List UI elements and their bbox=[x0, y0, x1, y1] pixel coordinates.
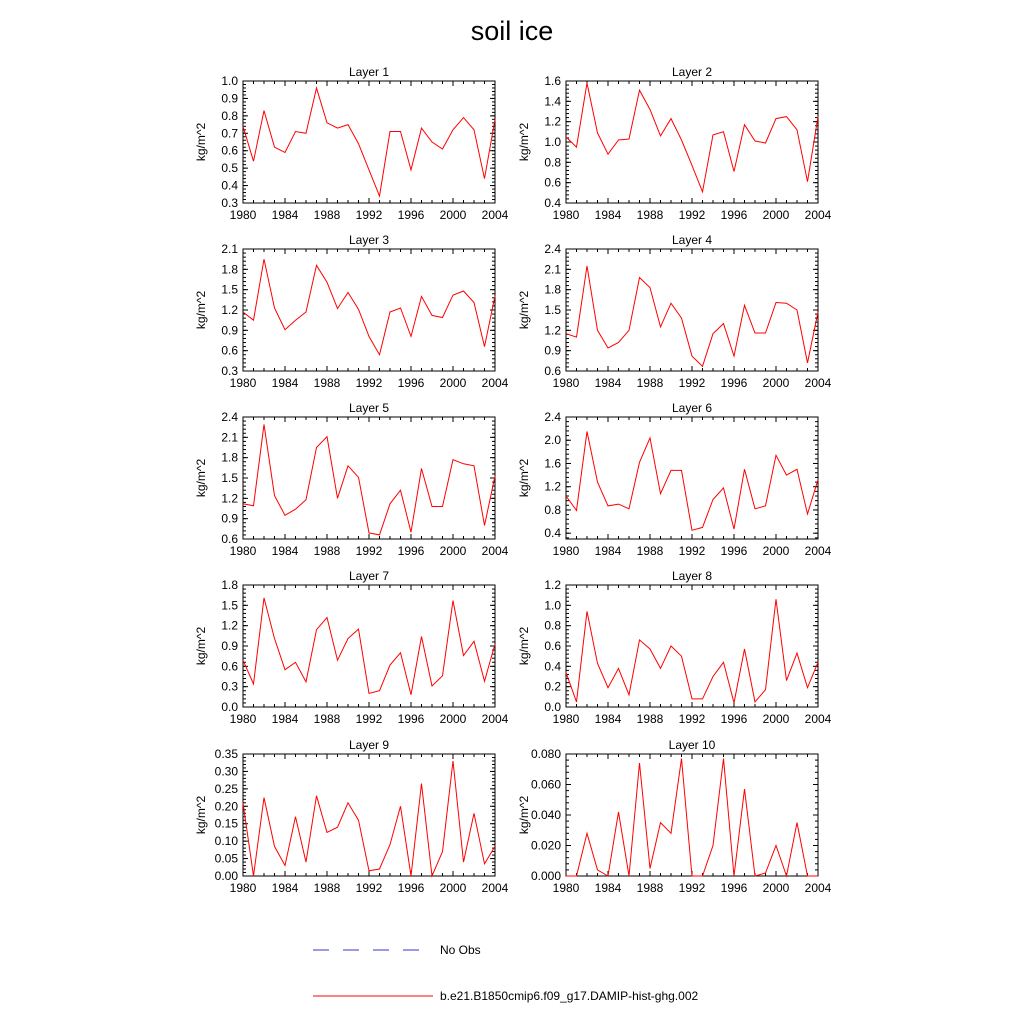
y-tick-label: 0.6 bbox=[544, 639, 561, 653]
y-tick-label: 0.040 bbox=[530, 808, 561, 822]
x-tick-label: 1988 bbox=[313, 881, 341, 895]
x-tick-label: 1984 bbox=[271, 376, 299, 390]
y-axis-label: kg/m^2 bbox=[517, 290, 531, 330]
x-tick-label: 1984 bbox=[594, 544, 622, 558]
y-tick-label: 0.6 bbox=[221, 659, 238, 674]
y-tick-label: 2.1 bbox=[221, 242, 238, 256]
x-tick-label: 2000 bbox=[762, 208, 790, 222]
panel-3 bbox=[194, 233, 509, 390]
x-tick-label: 1992 bbox=[678, 544, 706, 558]
x-tick-label: 2000 bbox=[762, 544, 790, 558]
y-tick-label: 0.6 bbox=[221, 343, 238, 358]
x-tick-label: 2000 bbox=[439, 712, 467, 726]
x-tick-label: 1988 bbox=[313, 376, 341, 390]
panel-title: Layer 9 bbox=[348, 738, 390, 752]
panel-1 bbox=[194, 65, 509, 222]
panel-7 bbox=[194, 569, 509, 726]
y-tick-label: 0.4 bbox=[544, 526, 561, 541]
y-tick-label: 1.0 bbox=[221, 74, 238, 88]
y-tick-label: 0.6 bbox=[544, 175, 561, 190]
y-tick-label: 0.3 bbox=[221, 364, 238, 378]
y-tick-label: 1.0 bbox=[544, 598, 561, 613]
y-tick-label: 0.000 bbox=[530, 869, 561, 883]
y-tick-label: 1.8 bbox=[221, 450, 238, 465]
y-tick-label: 0.9 bbox=[221, 91, 238, 106]
x-tick-label: 1996 bbox=[720, 881, 748, 895]
x-tick-label: 1980 bbox=[552, 208, 580, 222]
x-tick-label: 2004 bbox=[804, 712, 832, 726]
y-tick-label: 0.4 bbox=[544, 659, 561, 674]
x-tick-label: 1980 bbox=[552, 544, 580, 558]
y-tick-label: 0.25 bbox=[214, 781, 238, 796]
y-tick-label: 1.2 bbox=[221, 303, 238, 317]
y-tick-label: 0.0 bbox=[544, 700, 561, 714]
panel-title: Layer 2 bbox=[671, 65, 713, 79]
y-tick-label: 1.5 bbox=[544, 303, 561, 317]
y-tick-label: 1.2 bbox=[544, 114, 561, 129]
x-tick-label: 2004 bbox=[804, 881, 832, 895]
x-tick-label: 1996 bbox=[397, 881, 425, 895]
y-tick-label: 1.4 bbox=[544, 94, 561, 109]
x-tick-label: 2000 bbox=[762, 881, 790, 895]
y-tick-label: 2.1 bbox=[221, 430, 238, 445]
x-tick-label: 1984 bbox=[271, 712, 299, 726]
series-line-model bbox=[566, 759, 818, 876]
panel-title: Layer 6 bbox=[671, 401, 713, 415]
x-tick-label: 2004 bbox=[481, 544, 509, 558]
panel-6 bbox=[517, 401, 832, 558]
x-tick-label: 2000 bbox=[439, 208, 467, 222]
series-line-model bbox=[566, 599, 818, 703]
y-tick-label: 0.8 bbox=[544, 502, 561, 517]
x-tick-label: 1992 bbox=[355, 544, 383, 558]
y-axis-label: kg/m^2 bbox=[517, 458, 531, 498]
x-tick-label: 1980 bbox=[552, 376, 580, 390]
x-tick-label: 2000 bbox=[439, 376, 467, 390]
x-tick-label: 1980 bbox=[229, 881, 257, 895]
y-axis-label: kg/m^2 bbox=[194, 458, 208, 498]
panel-title: Layer 10 bbox=[668, 738, 716, 752]
x-tick-label: 1980 bbox=[229, 208, 257, 222]
y-tick-label: 2.4 bbox=[544, 242, 561, 256]
panel-title: Layer 8 bbox=[671, 569, 713, 583]
x-tick-label: 1992 bbox=[678, 376, 706, 390]
plot-frame bbox=[566, 249, 818, 371]
y-tick-label: 1.8 bbox=[221, 578, 238, 592]
series-line-model bbox=[566, 432, 818, 531]
x-tick-label: 2004 bbox=[481, 376, 509, 390]
panel-4 bbox=[517, 233, 832, 390]
panel-10 bbox=[517, 738, 832, 895]
y-tick-label: 0.6 bbox=[544, 364, 561, 378]
x-tick-label: 1996 bbox=[720, 544, 748, 558]
chart-main-title: soil ice bbox=[470, 16, 554, 46]
panel-2 bbox=[517, 65, 832, 222]
y-axis-label: kg/m^2 bbox=[517, 626, 531, 666]
x-tick-label: 1984 bbox=[271, 881, 299, 895]
y-tick-label: 0.080 bbox=[530, 747, 561, 761]
y-tick-label: 1.5 bbox=[221, 598, 238, 613]
x-tick-label: 1996 bbox=[720, 376, 748, 390]
y-tick-label: 1.8 bbox=[544, 282, 561, 297]
x-tick-label: 2000 bbox=[762, 712, 790, 726]
plot-frame bbox=[243, 81, 495, 203]
plot-frame bbox=[243, 249, 495, 371]
legend-label-model: b.e21.B1850cmip6.f09_g17.DAMIP-hist-ghg.002 bbox=[440, 989, 699, 1003]
y-tick-label: 0.8 bbox=[221, 108, 238, 123]
y-tick-label: 1.2 bbox=[544, 479, 561, 494]
x-tick-label: 1992 bbox=[678, 208, 706, 222]
y-axis-label: kg/m^2 bbox=[194, 290, 208, 330]
y-tick-label: 0.3 bbox=[221, 196, 238, 210]
x-tick-label: 1984 bbox=[271, 208, 299, 222]
series-line-model bbox=[243, 425, 495, 535]
y-tick-label: 0.2 bbox=[544, 679, 561, 694]
x-tick-label: 1992 bbox=[678, 881, 706, 895]
x-tick-label: 1988 bbox=[313, 712, 341, 726]
y-tick-label: 0.15 bbox=[214, 816, 238, 831]
plot-frame bbox=[566, 417, 818, 539]
y-tick-label: 0.4 bbox=[544, 196, 561, 210]
x-tick-label: 2004 bbox=[804, 208, 832, 222]
series-line-model bbox=[243, 761, 495, 876]
y-tick-label: 0.9 bbox=[221, 511, 238, 526]
x-tick-label: 2000 bbox=[439, 881, 467, 895]
x-tick-label: 1980 bbox=[229, 712, 257, 726]
series-line-model bbox=[243, 598, 495, 695]
y-tick-label: 0.3 bbox=[221, 679, 238, 694]
plot-frame bbox=[243, 417, 495, 539]
y-tick-label: 0.4 bbox=[221, 178, 238, 193]
y-tick-label: 0.8 bbox=[544, 155, 561, 170]
x-tick-label: 1992 bbox=[678, 712, 706, 726]
x-tick-label: 1988 bbox=[636, 712, 664, 726]
x-tick-label: 1980 bbox=[552, 712, 580, 726]
x-tick-label: 1996 bbox=[397, 376, 425, 390]
y-tick-label: 0.7 bbox=[221, 126, 238, 141]
y-tick-label: 0.6 bbox=[221, 143, 238, 158]
y-tick-label: 1.5 bbox=[221, 471, 238, 485]
x-tick-label: 1984 bbox=[594, 208, 622, 222]
y-tick-label: 0.0 bbox=[221, 700, 238, 714]
x-tick-label: 2004 bbox=[481, 208, 509, 222]
y-tick-label: 0.30 bbox=[214, 764, 238, 779]
x-tick-label: 2004 bbox=[804, 376, 832, 390]
y-tick-label: 1.2 bbox=[221, 491, 238, 506]
y-tick-label: 0.020 bbox=[530, 838, 561, 853]
legend-label-obs: No Obs bbox=[440, 943, 481, 957]
y-tick-label: 0.6 bbox=[221, 532, 238, 546]
x-tick-label: 2000 bbox=[439, 544, 467, 558]
x-tick-label: 1980 bbox=[229, 544, 257, 558]
x-tick-label: 1988 bbox=[636, 208, 664, 222]
plot-frame bbox=[566, 585, 818, 707]
y-axis-label: kg/m^2 bbox=[194, 626, 208, 666]
y-tick-label: 2.4 bbox=[544, 410, 561, 424]
series-line-model bbox=[243, 88, 495, 196]
series-line-model bbox=[566, 83, 818, 192]
x-tick-label: 1996 bbox=[397, 208, 425, 222]
x-tick-label: 1992 bbox=[355, 881, 383, 895]
x-tick-label: 1992 bbox=[355, 376, 383, 390]
x-tick-label: 1996 bbox=[397, 544, 425, 558]
x-tick-label: 1980 bbox=[552, 881, 580, 895]
y-tick-label: 2.4 bbox=[221, 410, 238, 424]
panel-8 bbox=[517, 569, 832, 726]
x-tick-label: 2000 bbox=[762, 376, 790, 390]
y-tick-label: 1.6 bbox=[544, 74, 561, 88]
panel-title: Layer 1 bbox=[348, 65, 390, 79]
y-tick-label: 0.35 bbox=[214, 747, 238, 761]
y-tick-label: 0.00 bbox=[214, 869, 238, 883]
x-tick-label: 1988 bbox=[313, 208, 341, 222]
panel-5 bbox=[194, 401, 509, 558]
y-tick-label: 1.2 bbox=[544, 323, 561, 338]
panel-9 bbox=[194, 738, 509, 895]
y-tick-label: 0.05 bbox=[214, 851, 238, 866]
x-tick-label: 1980 bbox=[229, 376, 257, 390]
x-tick-label: 1984 bbox=[594, 712, 622, 726]
x-tick-label: 1992 bbox=[355, 712, 383, 726]
y-tick-label: 1.2 bbox=[544, 578, 561, 592]
y-tick-label: 0.5 bbox=[221, 161, 238, 176]
x-tick-label: 1984 bbox=[594, 881, 622, 895]
y-tick-label: 1.8 bbox=[221, 262, 238, 277]
plot-frame bbox=[566, 81, 818, 203]
y-tick-label: 1.2 bbox=[221, 618, 238, 633]
y-tick-label: 1.5 bbox=[221, 282, 238, 297]
x-tick-label: 1988 bbox=[636, 544, 664, 558]
x-tick-label: 1984 bbox=[594, 376, 622, 390]
x-tick-label: 1996 bbox=[397, 712, 425, 726]
x-tick-label: 1988 bbox=[313, 544, 341, 558]
x-tick-label: 1984 bbox=[271, 544, 299, 558]
series-line-model bbox=[243, 259, 495, 355]
y-axis-label: kg/m^2 bbox=[194, 122, 208, 162]
panel-title: Layer 4 bbox=[671, 233, 713, 247]
y-tick-label: 0.9 bbox=[544, 343, 561, 358]
plot-frame bbox=[243, 585, 495, 707]
series-line-model bbox=[566, 266, 818, 366]
x-tick-label: 1992 bbox=[355, 208, 383, 222]
y-tick-label: 0.20 bbox=[214, 799, 238, 814]
legend bbox=[313, 943, 698, 1003]
y-tick-label: 2.0 bbox=[544, 433, 561, 448]
y-tick-label: 0.9 bbox=[221, 323, 238, 338]
x-tick-label: 2004 bbox=[481, 881, 509, 895]
y-tick-label: 0.060 bbox=[530, 777, 561, 792]
y-tick-label: 1.6 bbox=[544, 456, 561, 471]
panel-title: Layer 7 bbox=[348, 569, 390, 583]
y-axis-label: kg/m^2 bbox=[517, 122, 531, 162]
x-tick-label: 1996 bbox=[720, 208, 748, 222]
y-axis-label: kg/m^2 bbox=[194, 795, 208, 835]
x-tick-label: 2004 bbox=[481, 712, 509, 726]
y-tick-label: 1.0 bbox=[544, 135, 561, 149]
y-axis-label: kg/m^2 bbox=[517, 795, 531, 835]
x-tick-label: 1988 bbox=[636, 376, 664, 390]
panel-title: Layer 5 bbox=[348, 401, 390, 415]
y-tick-label: 0.8 bbox=[544, 618, 561, 633]
y-tick-label: 0.10 bbox=[214, 834, 238, 849]
x-tick-label: 1988 bbox=[636, 881, 664, 895]
panel-title: Layer 3 bbox=[348, 233, 390, 247]
y-tick-label: 0.9 bbox=[221, 639, 238, 653]
x-tick-label: 2004 bbox=[804, 544, 832, 558]
x-tick-label: 1996 bbox=[720, 712, 748, 726]
y-tick-label: 2.1 bbox=[544, 262, 561, 277]
